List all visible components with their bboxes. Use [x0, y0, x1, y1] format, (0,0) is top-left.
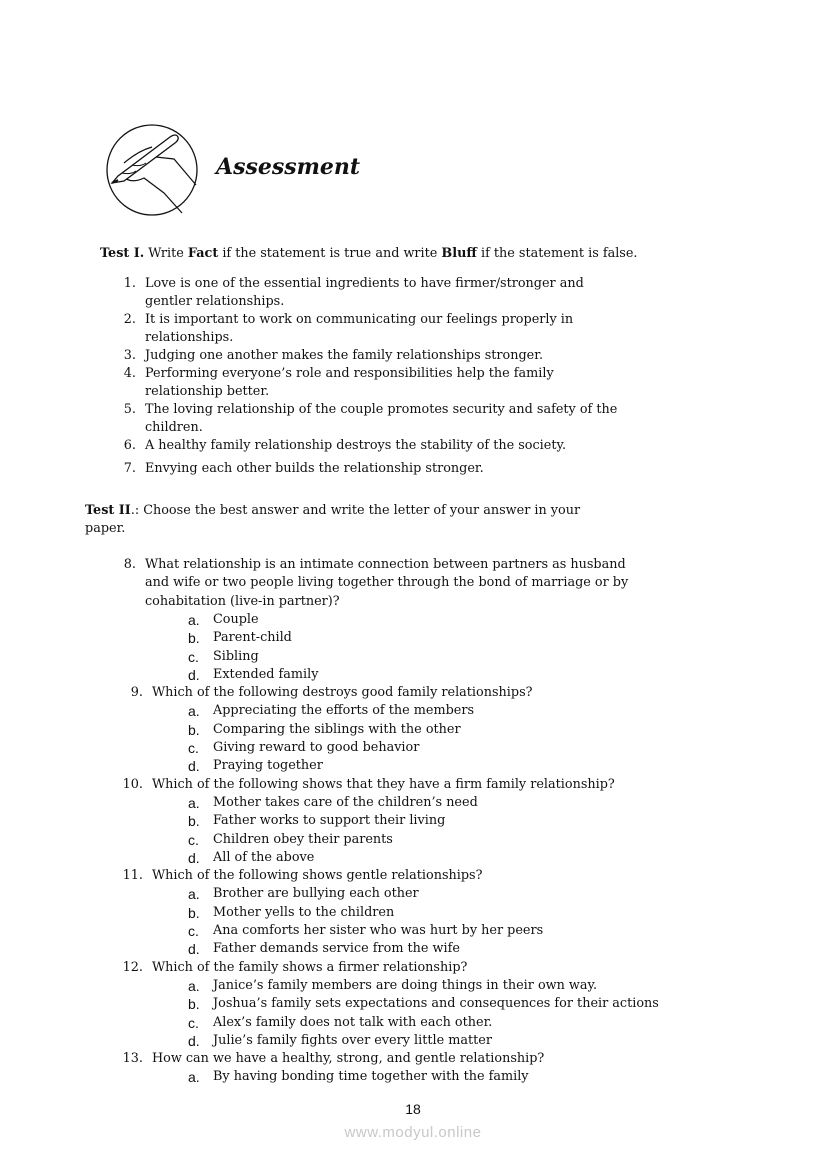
item-text: It is important to work on communicating our feelings properly in relationships. [145, 312, 574, 346]
option-letter: c. [188, 648, 199, 665]
option-letter: a. [188, 977, 200, 994]
instr-part: if the statement is true and write [218, 246, 442, 261]
item-number: 3. [123, 348, 136, 363]
test1-instructions [100, 245, 638, 263]
option-letter: d. [188, 1032, 200, 1049]
option-text: Joshua’s family sets expectations and consequences for their actions [213, 996, 659, 1012]
option-text: Parent-child [213, 630, 292, 646]
option-letter: b. [188, 813, 200, 830]
option-text: Extended family [213, 666, 319, 682]
option-letter: c. [188, 923, 199, 939]
instr-part: .: Choose the best answer and write the letter of your answer in your paper. [85, 503, 581, 537]
option-text: Children obey their parents [213, 831, 393, 847]
question-number: 12. [122, 959, 143, 975]
question-number: 13. [122, 1051, 143, 1067]
option-text: Father works to support their living [213, 813, 446, 829]
option-letter: a. [188, 794, 200, 811]
option-text: Father demands service from the wife [213, 941, 460, 957]
option-letter: d. [188, 849, 200, 866]
option-letter: a. [188, 611, 200, 628]
item-number: 1. [123, 276, 136, 291]
question-text: Which of the following destroys good family relationships? [152, 685, 533, 701]
option-text: By having bonding time together with the family [213, 1069, 529, 1085]
item-text: The loving relationship of the couple promotes security and safety of the children. [145, 402, 618, 436]
option-letter: a. [188, 1069, 200, 1086]
option-text: Appreciating the efforts of the members [213, 703, 475, 719]
option-letter: b. [188, 721, 200, 738]
option-text: Sibling [213, 648, 259, 664]
writing-hand-icon [104, 123, 200, 219]
option-text: Alex’s family does not talk with each other. [213, 1014, 493, 1030]
page-number: 18 [405, 1101, 421, 1117]
bluff-keyword: Bluff [441, 246, 477, 261]
fact-keyword: Fact [187, 246, 219, 261]
option-text: Brother are bullying each other [213, 886, 419, 902]
option-text: Couple [213, 611, 259, 627]
question-text: Which of the following shows gentle relationships? [152, 868, 483, 884]
watermark: www.modyul.online [344, 1124, 482, 1141]
option-letter: b. [188, 904, 200, 921]
test1-label: Test I. [100, 246, 145, 261]
option-text: Mother yells to the children [213, 904, 395, 920]
item-text: Performing everyone’s role and responsibilities help the family relationship better. [145, 366, 554, 400]
item-number: 5. [123, 402, 136, 417]
instr-part: Write [144, 246, 188, 261]
item-text: A healthy family relationship destroys the stability of the society. [145, 438, 567, 453]
option-text: Julie’s family fights over every little matter [213, 1032, 492, 1048]
question-text: What relationship is an intimate connection between partners as husband and wife or two people living together through the bond of marriage or by cohabitation (live-in partner)? [145, 557, 629, 609]
question-number: 9. [130, 685, 143, 701]
item-number: 7. [123, 461, 136, 476]
item-number: 6. [123, 438, 136, 453]
option-letter: d. [188, 758, 200, 775]
option-text: Ana comforts her sister who was hurt by her peers [213, 923, 544, 938]
question-text: Which of the following shows that they have a firm family relationship? [152, 776, 615, 792]
option-letter: a. [188, 703, 200, 720]
option-letter: b. [188, 996, 200, 1013]
option-text: Praying together [213, 758, 323, 774]
option-letter: c. [188, 1014, 199, 1031]
test2-label: Test II [85, 503, 131, 518]
test2-instructions [85, 502, 580, 539]
item-text: Love is one of the essential ingredients to have firmer/stronger and gentler relationships. [145, 276, 584, 310]
option-letter: d. [188, 666, 200, 683]
question-text: Which of the family shows a firmer relationship? [152, 959, 468, 975]
option-text: Janice’s family members are doing things in their own way. [213, 977, 598, 993]
item-number: 4. [123, 366, 136, 381]
option-text: Comparing the siblings with the other [213, 721, 461, 737]
question-text: How can we have a healthy, strong, and gentle relationship? [152, 1051, 545, 1067]
option-letter: d. [188, 941, 200, 958]
option-letter: a. [188, 886, 200, 903]
item-text: Judging one another makes the family relationships stronger. [145, 348, 544, 363]
option-letter: c. [188, 831, 199, 848]
option-text: Mother takes care of the children’s need [213, 794, 478, 810]
option-letter: c. [188, 740, 199, 756]
question-number: 8. [123, 557, 136, 572]
instr-part: if the statement is false. [476, 246, 638, 261]
page-title: Assessment [216, 154, 361, 180]
option-text: Giving reward to good behavior [213, 740, 420, 755]
item-number: 2. [123, 312, 136, 327]
question-number: 10. [122, 776, 143, 792]
item-text: Envying each other builds the relationship stronger. [145, 461, 484, 476]
option-letter: b. [188, 630, 200, 647]
option-text: All of the above [213, 849, 315, 865]
question-number: 11. [122, 868, 143, 884]
